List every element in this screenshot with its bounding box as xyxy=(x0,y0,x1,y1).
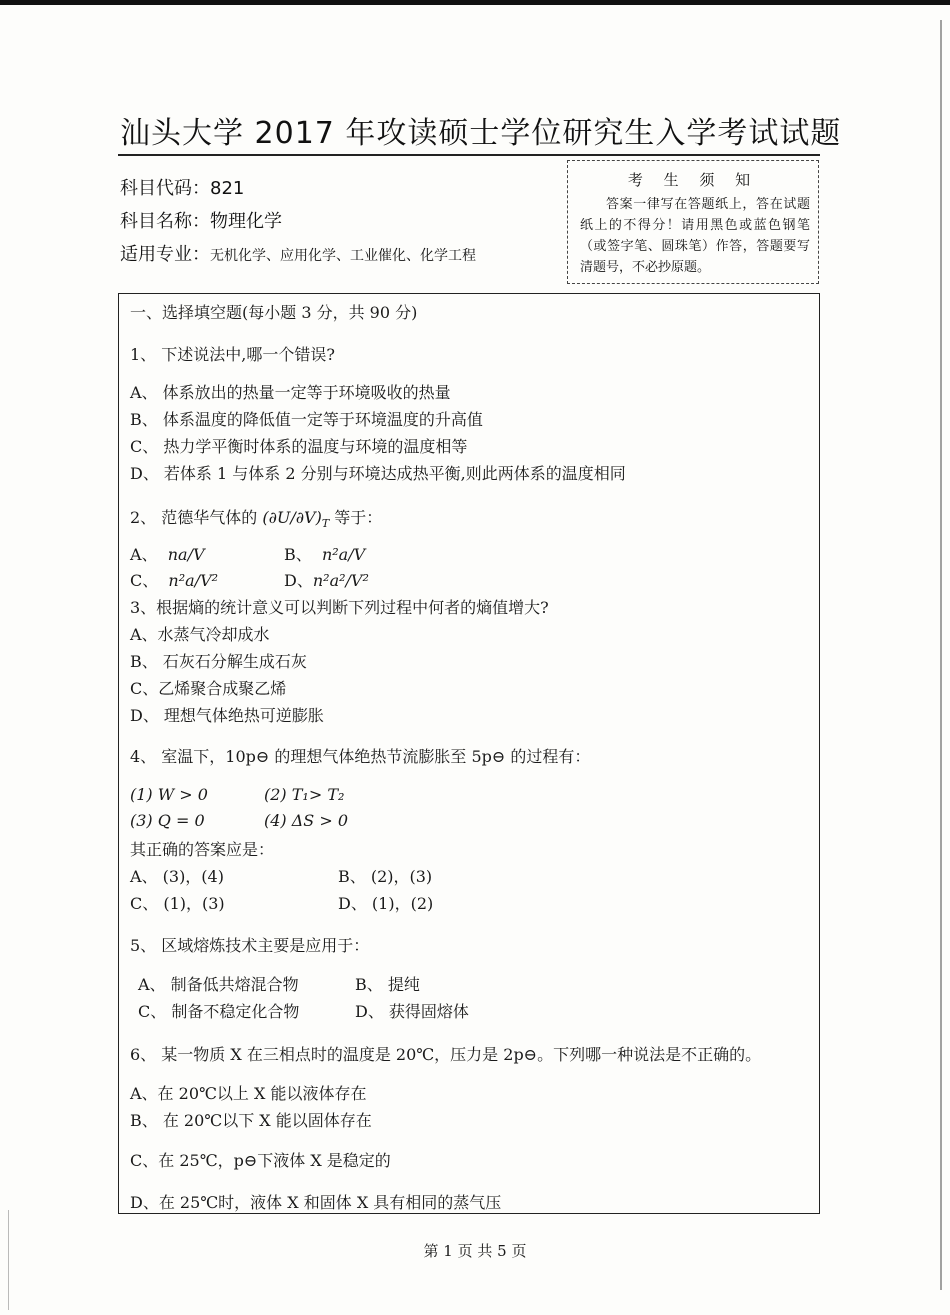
candidate-notice-box xyxy=(567,160,819,284)
q4-stem: 4、 室温下，10p⊖ 的理想气体绝热节流膨胀至 5p⊖ 的过程有： xyxy=(130,747,591,766)
q3-option-c: C、乙烯聚合成聚乙烯 xyxy=(130,679,287,698)
section-heading: 一、选择填空题(每小题 3 分，共 90 分) xyxy=(130,303,418,322)
q5-option-c: C、 制备不稳定化合物 xyxy=(138,1002,300,1021)
q4-option-a: A、 (3)，(4) xyxy=(130,867,224,886)
q2-d-value: n²a²/V² xyxy=(312,571,369,590)
q4-option-b: B、 (2)，(3) xyxy=(338,867,433,886)
q5-stem: 5、 区域熔炼技术主要是应用于： xyxy=(130,936,370,955)
q2-c-label: C、 xyxy=(130,571,159,590)
q4-statement-1: (1) W > 0 xyxy=(130,785,208,804)
q2-a-value: na/V xyxy=(167,545,205,564)
q3-stem: 3、根据熵的统计意义可以判断下列过程中何者的熵值增大? xyxy=(130,598,549,617)
q4-statement-4: (4) ΔS > 0 xyxy=(264,811,349,830)
notice-title: 考 生 须 知 xyxy=(627,171,759,189)
q4-prompt: 其正确的答案应是： xyxy=(130,840,275,859)
q6-option-c: C、在 25℃，p⊖下液体 X 是稳定的 xyxy=(130,1151,391,1170)
q2-c-value: n²a/V² xyxy=(168,571,219,590)
title-rule xyxy=(118,154,820,156)
majors-label: 适用专业： xyxy=(120,244,210,265)
subject-name-row xyxy=(120,207,282,233)
q4-statement-2: (2) T₁> T₂ xyxy=(264,785,345,804)
q4-statement-3: (3) Q = 0 xyxy=(130,811,205,830)
q2-option-c xyxy=(130,568,218,591)
q2-stem-expr: (∂U/∂V) xyxy=(262,508,322,527)
q6-stem: 6、 某一物质 X 在三相点时的温度是 20℃，压力是 2p⊖。下列哪一种说法是不正确的。 xyxy=(130,1045,762,1064)
q5-option-a: A、 制备低共熔混合物 xyxy=(138,975,299,994)
q3-option-a: A、水蒸气冷却成水 xyxy=(130,625,270,644)
subject-name: 物理化学 xyxy=(210,211,282,232)
exam-title: 汕头大学 2017 年攻读硕士学位研究生入学考试试题 xyxy=(120,116,842,151)
q3-option-b: B、 石灰石分解生成石灰 xyxy=(130,652,307,671)
subject-code-label: 科目代码： xyxy=(120,178,210,199)
q2-option-a xyxy=(130,542,205,565)
q2-b-label: B、 xyxy=(284,545,312,564)
q2-option-b xyxy=(284,542,365,565)
scan-border-top xyxy=(0,0,950,5)
subject-code-row xyxy=(120,174,244,200)
q5-option-d: D、 获得固熔体 xyxy=(355,1002,469,1021)
subject-name-label: 科目名称： xyxy=(120,211,210,232)
q1-stem: 1、 下述说法中,哪一个错误? xyxy=(130,345,335,364)
q2-stem-pre: 2、 范德华气体的 xyxy=(130,508,263,527)
majors-row xyxy=(120,240,476,266)
q1-option-d: D、 若体系 1 与体系 2 分别与环境达成热平衡,则此两体系的温度相同 xyxy=(130,464,626,483)
q4-option-c: C、 (1)，(3) xyxy=(130,894,225,913)
q1-option-a: A、 体系放出的热量一定等于环境吸收的热量 xyxy=(130,383,451,402)
q1-option-c: C、 热力学平衡时体系的温度与环境的温度相等 xyxy=(130,437,468,456)
scan-border-right xyxy=(940,20,942,1290)
q2-d-label: D、 xyxy=(284,571,313,590)
q6-option-b: B、 在 20℃以下 X 能以固体存在 xyxy=(130,1111,372,1130)
q2-a-label: A、 xyxy=(130,545,158,564)
q2-option-d xyxy=(284,568,369,591)
majors: 无机化学、应用化学、工业催化、化学工程 xyxy=(210,248,476,264)
q1-option-b: B、 体系温度的降低值一定等于环境温度的升高值 xyxy=(130,410,483,429)
q5-option-b: B、 提纯 xyxy=(355,975,420,994)
notice-body: 答案一律写在答题纸上，答在试题纸上的不得分！请用黑色或蓝色钢笔（或签字笔、圆珠笔）作答，答题要写清题号，不必抄原题。 xyxy=(580,197,810,275)
q6-option-d: D、在 25℃时，液体 X 和固体 X 具有相同的蒸气压 xyxy=(130,1193,502,1212)
page-footer: 第 1 页 共 5 页 xyxy=(423,1242,527,1260)
q6-option-a: A、在 20℃以上 X 能以液体存在 xyxy=(130,1084,367,1103)
q2-b-value: n²a/V xyxy=(321,545,366,564)
q2-stem-post: 等于： xyxy=(329,508,383,527)
q4-option-d: D、 (1)，(2) xyxy=(338,894,434,913)
q2-stem-sub: T xyxy=(321,517,330,531)
q2-stem xyxy=(130,505,382,530)
q3-option-d: D、 理想气体绝热可逆膨胀 xyxy=(130,706,324,725)
subject-code: 821 xyxy=(210,178,245,199)
